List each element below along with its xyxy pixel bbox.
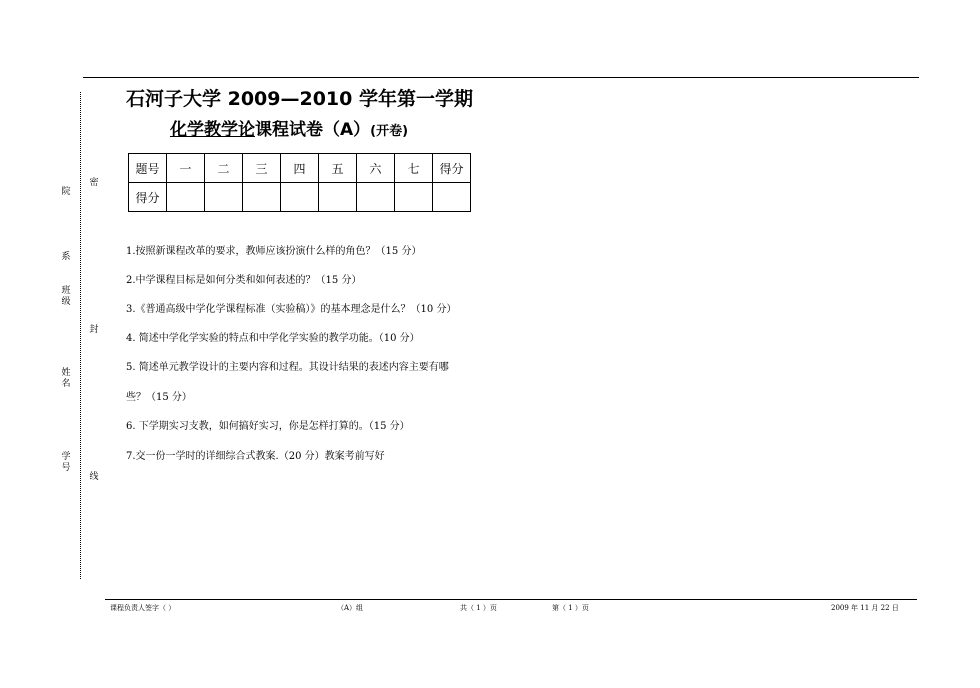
footer-total-pages: 共（ 1 ）页 — [460, 604, 497, 612]
header-cell-1: 一 — [167, 154, 205, 183]
question-5-continued: 些？（15 分） — [126, 392, 192, 403]
header-cell-7: 七 — [395, 154, 433, 183]
binding-dotted-line — [80, 92, 81, 579]
question-3: 3.《普通高级中学化学课程标准（实验稿）》的基本理念是什么？（10 分） — [126, 304, 457, 315]
header-cell-2: 二 — [205, 154, 243, 183]
question-4: 4. 简述中学化学实验的特点和中学化学实验的教学功能。（10 分） — [126, 333, 420, 344]
score-cell — [243, 183, 281, 212]
side-label-yuan: 院 — [61, 187, 71, 197]
header-cell-defen: 得分 — [433, 154, 471, 183]
score-table — [128, 153, 471, 212]
header-cell-4: 四 — [281, 154, 319, 183]
exam-title-line1: 石河子大学 2009—2010 学年第一学期 — [126, 88, 473, 110]
score-cell — [433, 183, 471, 212]
footer-page-number: 第（ 1 ）页 — [552, 604, 589, 612]
question-7: 7.交一份一学时的详细综合式教案.（20 分）教案考前写好 — [126, 451, 385, 462]
side-label-banji: 班级 — [61, 286, 71, 307]
side-label-xingming: 姓名 — [61, 368, 71, 389]
bottom-rule — [105, 599, 917, 600]
score-table-score-row — [129, 183, 471, 212]
score-cell — [281, 183, 319, 212]
footer-signature: 课程负责人签字（ ） — [110, 604, 176, 612]
footer-group: （A）组 — [337, 604, 364, 612]
score-cell — [167, 183, 205, 212]
top-rule — [83, 77, 919, 78]
side-label-mi: 密 — [89, 178, 99, 188]
header-cell-5: 五 — [319, 154, 357, 183]
footer-date: 2009 年 11 月 22 日 — [831, 604, 899, 612]
course-name: 化学教学论 — [170, 120, 255, 140]
score-cell — [319, 183, 357, 212]
question-6: 6. 下学期实习支教，如何搞好实习，你是怎样打算的。（15 分） — [126, 421, 410, 432]
header-cell-3: 三 — [243, 154, 281, 183]
side-label-xian: 线 — [89, 472, 99, 482]
question-2: 2.中学课程目标是如何分类和如何表述的？（15 分） — [126, 275, 362, 286]
side-label-xi: 系 — [61, 252, 71, 262]
score-cell — [357, 183, 395, 212]
exam-title-rest: 课程试卷（A） — [255, 120, 371, 140]
row-label-defen: 得分 — [129, 183, 167, 212]
open-book-note: (开卷) — [370, 124, 409, 139]
score-cell — [205, 183, 243, 212]
side-label-feng: 封 — [89, 325, 99, 335]
exam-title-line2 — [170, 115, 408, 140]
header-cell-tihao: 题号 — [129, 154, 167, 183]
question-1: 1.按照新课程改革的要求，教师应该扮演什么样的角色？（15 分） — [126, 246, 422, 257]
question-5: 5. 简述单元教学设计的主要内容和过程。其设计结果的表述内容主要有哪 — [126, 362, 449, 373]
header-cell-6: 六 — [357, 154, 395, 183]
side-label-xuehao: 学号 — [61, 452, 71, 473]
score-table-header-row — [129, 154, 471, 183]
score-cell — [395, 183, 433, 212]
